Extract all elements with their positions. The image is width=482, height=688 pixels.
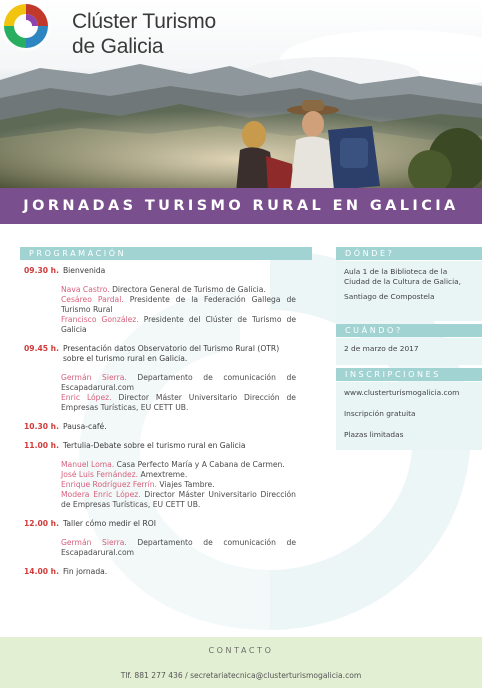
- speaker-name: Francisco González.: [61, 315, 139, 324]
- speaker-role: Directora General de Turismo de Galicia.: [109, 285, 266, 294]
- speaker-role: Viajes Tambre.: [156, 480, 215, 489]
- speaker-role: Departamento de comunicación de Escapadarural.com: [61, 538, 296, 557]
- item-time: 09.45 h.: [24, 344, 59, 353]
- venue-city: Santiago de Compostela: [344, 292, 435, 301]
- inscripciones-heading: INSCRIPCIONES: [336, 368, 482, 381]
- item-title: Pausa-café.: [62, 422, 107, 431]
- speaker-role: Casa Perfecto María y A Cabana de Carmen.: [114, 460, 285, 469]
- item-title: Fin jornada.: [62, 567, 108, 576]
- cuando-heading: CUÁNDO?: [336, 324, 482, 337]
- speaker-name: Enrique Rodríguez Ferrín.: [61, 480, 157, 489]
- contact-heading: CONTACTO: [208, 646, 274, 655]
- speaker-name: Germán Sierra.: [61, 538, 127, 547]
- item-time: 14.00 h.: [24, 567, 59, 576]
- cuando-panel: [336, 338, 482, 365]
- speaker-line: [61, 470, 296, 480]
- speaker-line: [61, 538, 296, 558]
- speaker-line: [61, 460, 296, 470]
- program-item: [24, 567, 296, 577]
- item-time: 12.00 h.: [24, 519, 59, 528]
- program-item: [24, 344, 296, 413]
- speaker-name: Manuel Loma.: [61, 460, 115, 469]
- item-title: Tertulia-Debate sobre el turismo rural en Galicia: [62, 441, 246, 450]
- program-item: [24, 266, 296, 335]
- speaker-name: Germán Sierra.: [61, 373, 127, 382]
- speaker-name: José Luis Fernández.: [61, 470, 139, 479]
- programacion-heading: PROGRAMACIÓN: [20, 247, 312, 260]
- donde-heading: DÓNDE?: [336, 247, 482, 260]
- speaker-line: [61, 315, 296, 335]
- item-time: 10.30 h.: [24, 422, 59, 431]
- item-time: 11.00 h.: [24, 441, 59, 450]
- program-item: [24, 441, 296, 510]
- hero-image: [0, 0, 482, 192]
- speaker-role: Presidente de la Federación Gallega de Turismo Rural: [61, 295, 296, 314]
- venue-text: Aula 1 de la Biblioteca de la Ciudad de la Cultura de Galicia,: [344, 267, 462, 286]
- footer: [0, 637, 482, 688]
- speaker-role: Director Máster Universitario Dirección de Empresas Turísticas, EU CETT UB.: [61, 393, 296, 412]
- item-title: Bienvenida: [62, 266, 106, 275]
- item-title: Presentación datos Observatorio del Turismo Rural (OTR) sobre el turismo rural en Galicia.: [62, 344, 280, 363]
- speaker-name: Enric López.: [61, 393, 112, 402]
- item-time: 09.30 h.: [24, 266, 59, 275]
- brand-line-2: de Galicia: [72, 35, 164, 58]
- speaker-name: Cesáreo Pardal.: [61, 295, 124, 304]
- speaker-role: Departamento de comunicación de Escapadarural.com: [61, 373, 296, 392]
- registration-free: Inscripción gratuita: [344, 409, 416, 418]
- speaker-role: Amextreme.: [138, 470, 188, 479]
- speaker-name: Nava Castro.: [61, 285, 110, 294]
- program-item: [24, 519, 296, 558]
- speaker-line: [61, 285, 296, 295]
- page-title: JORNADAS TURISMO RURAL EN GALICIA: [23, 198, 459, 214]
- event-date: 2 de marzo de 2017: [344, 344, 419, 353]
- program-item: [24, 422, 296, 432]
- brand-name: [72, 9, 216, 59]
- speaker-line: [61, 490, 296, 510]
- speaker-role: Presidente del Clúster de Turismo de Galicia: [61, 315, 296, 334]
- speaker-line: [61, 373, 296, 393]
- inscripciones-panel: [336, 382, 482, 450]
- item-title: Taller cómo medir el ROI: [62, 519, 156, 528]
- speaker-line: [61, 393, 296, 413]
- speaker-role: Director Máster Universitario Dirección de Empresas Turísticas, EU CETT UB.: [61, 490, 296, 509]
- speaker-line: [61, 480, 296, 490]
- title-banner: [0, 188, 482, 224]
- contact-details[interactable]: Tlf. 881 277 436 / secretariatecnica@clusterturismogalicia.com: [120, 671, 362, 680]
- registration-limited: Plazas limitadas: [344, 430, 404, 439]
- registration-link[interactable]: www.clusterturismogalicia.com: [344, 388, 460, 397]
- donde-panel: [336, 261, 482, 321]
- speaker-line: [61, 295, 296, 315]
- speaker-name: Modera Enric López.: [61, 490, 141, 499]
- cluster-logo-icon: [0, 0, 52, 52]
- brand-line-1: Clúster Turismo: [72, 10, 217, 33]
- program-list: [24, 266, 296, 586]
